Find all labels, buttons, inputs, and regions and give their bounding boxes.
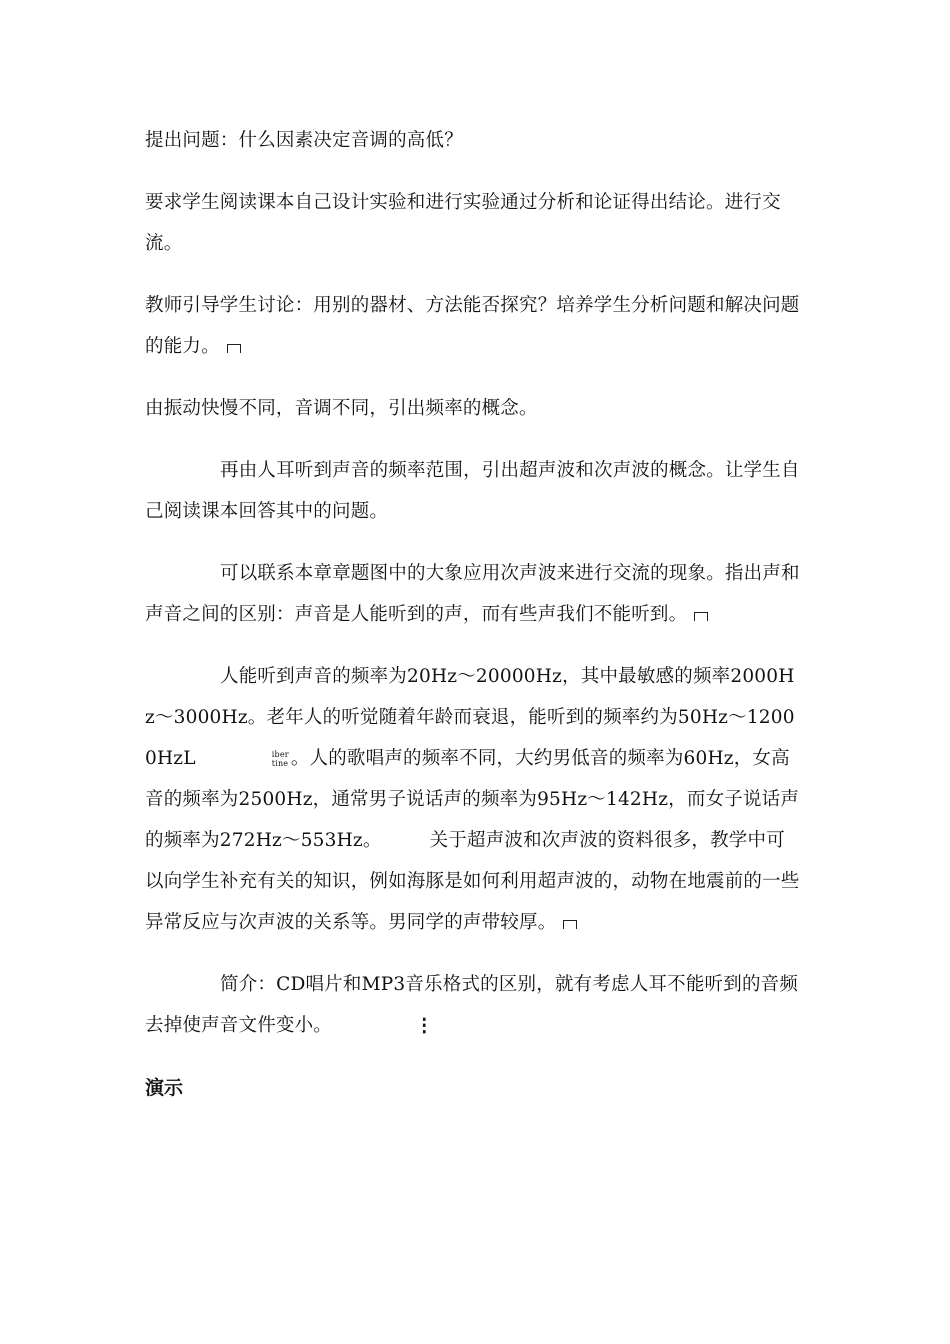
paragraph-hearing-range-text-c: 关于超声波和次声波的资料很多，教学中可以向学生补充有关的知识，例如海豚是如何利用超声波的，动物在地震前的一些异常反应与次声波的关系等。男同学的声带较厚。 — [145, 830, 800, 933]
paragraph-discussion-text: 教师引导学生讨论：用别的器材、方法能否探究？培养学生分析问题和解决问题的能力。 — [145, 295, 800, 357]
stacked-prefix: L — [183, 748, 196, 769]
paragraph-requirement-text: 要求学生阅读课本自己设计实验和进行实验通过分析和论证得出结论。进行交流。 — [145, 192, 781, 254]
section-heading: 演示 — [145, 1077, 184, 1099]
paragraph-frequency — [145, 388, 800, 429]
paragraph-discussion — [145, 285, 800, 367]
paragraph-frequency-text: 由振动快慢不同，音调不同，引出频率的概念。 — [145, 398, 538, 419]
bracket-mark-icon — [562, 918, 578, 930]
stacked-superscript-bottom: tine — [271, 759, 289, 768]
document-body — [145, 120, 800, 1109]
stacked-superscript-top: iber — [271, 750, 289, 759]
paragraph-elephant-text: 可以联系本章章题图中的大象应用次声波来进行交流的现象。指出声和声音之间的区别：声音是人能听到的声，而有些声我们不能听到。 — [145, 563, 800, 625]
paragraph-ultrasound — [145, 450, 800, 532]
paragraph-cd-mp3 — [145, 964, 800, 1046]
paragraph-cd-mp3-text: 简介：CD唱片和MP3音乐格式的区别，就有考虑人耳不能听到的音频去掉使声音文件变小。 — [145, 974, 799, 1036]
bracket-mark-icon — [693, 610, 709, 622]
paragraph-ultrasound-text: 再由人耳听到声音的频率范围，引出超声波和次声波的概念。让学生自己阅读课本回答其中的问题。 — [145, 460, 800, 522]
vertical-dots-icon: ⋮ — [415, 1015, 434, 1036]
paragraph-hearing-range-text-a: 人能听到声音的频率为20Hz～20000Hz，其中最敏感的频率2000Hz～3000Hz。老年人的听觉随着年龄而衰退，能听到的频率约为50Hz～12000Hz — [145, 666, 795, 769]
paragraph-question-text: 提出问题：什么因素决定音调的高低？ — [145, 130, 463, 151]
paragraph-hearing-range — [145, 656, 800, 943]
paragraph-elephant — [145, 553, 800, 635]
stacked-superscript — [197, 750, 289, 768]
paragraph-question — [145, 120, 800, 161]
paragraph-requirement — [145, 182, 800, 264]
bracket-mark-icon — [226, 342, 242, 354]
paragraph-hearing-range-text-b: 。人的歌唱声的频率不同，大约男低音的频率为60Hz，女高音的频率为2500Hz，通常男子说话声的频率为95Hz～142Hz，而女子说话声的频率为272Hz～553Hz。 — [145, 748, 800, 851]
